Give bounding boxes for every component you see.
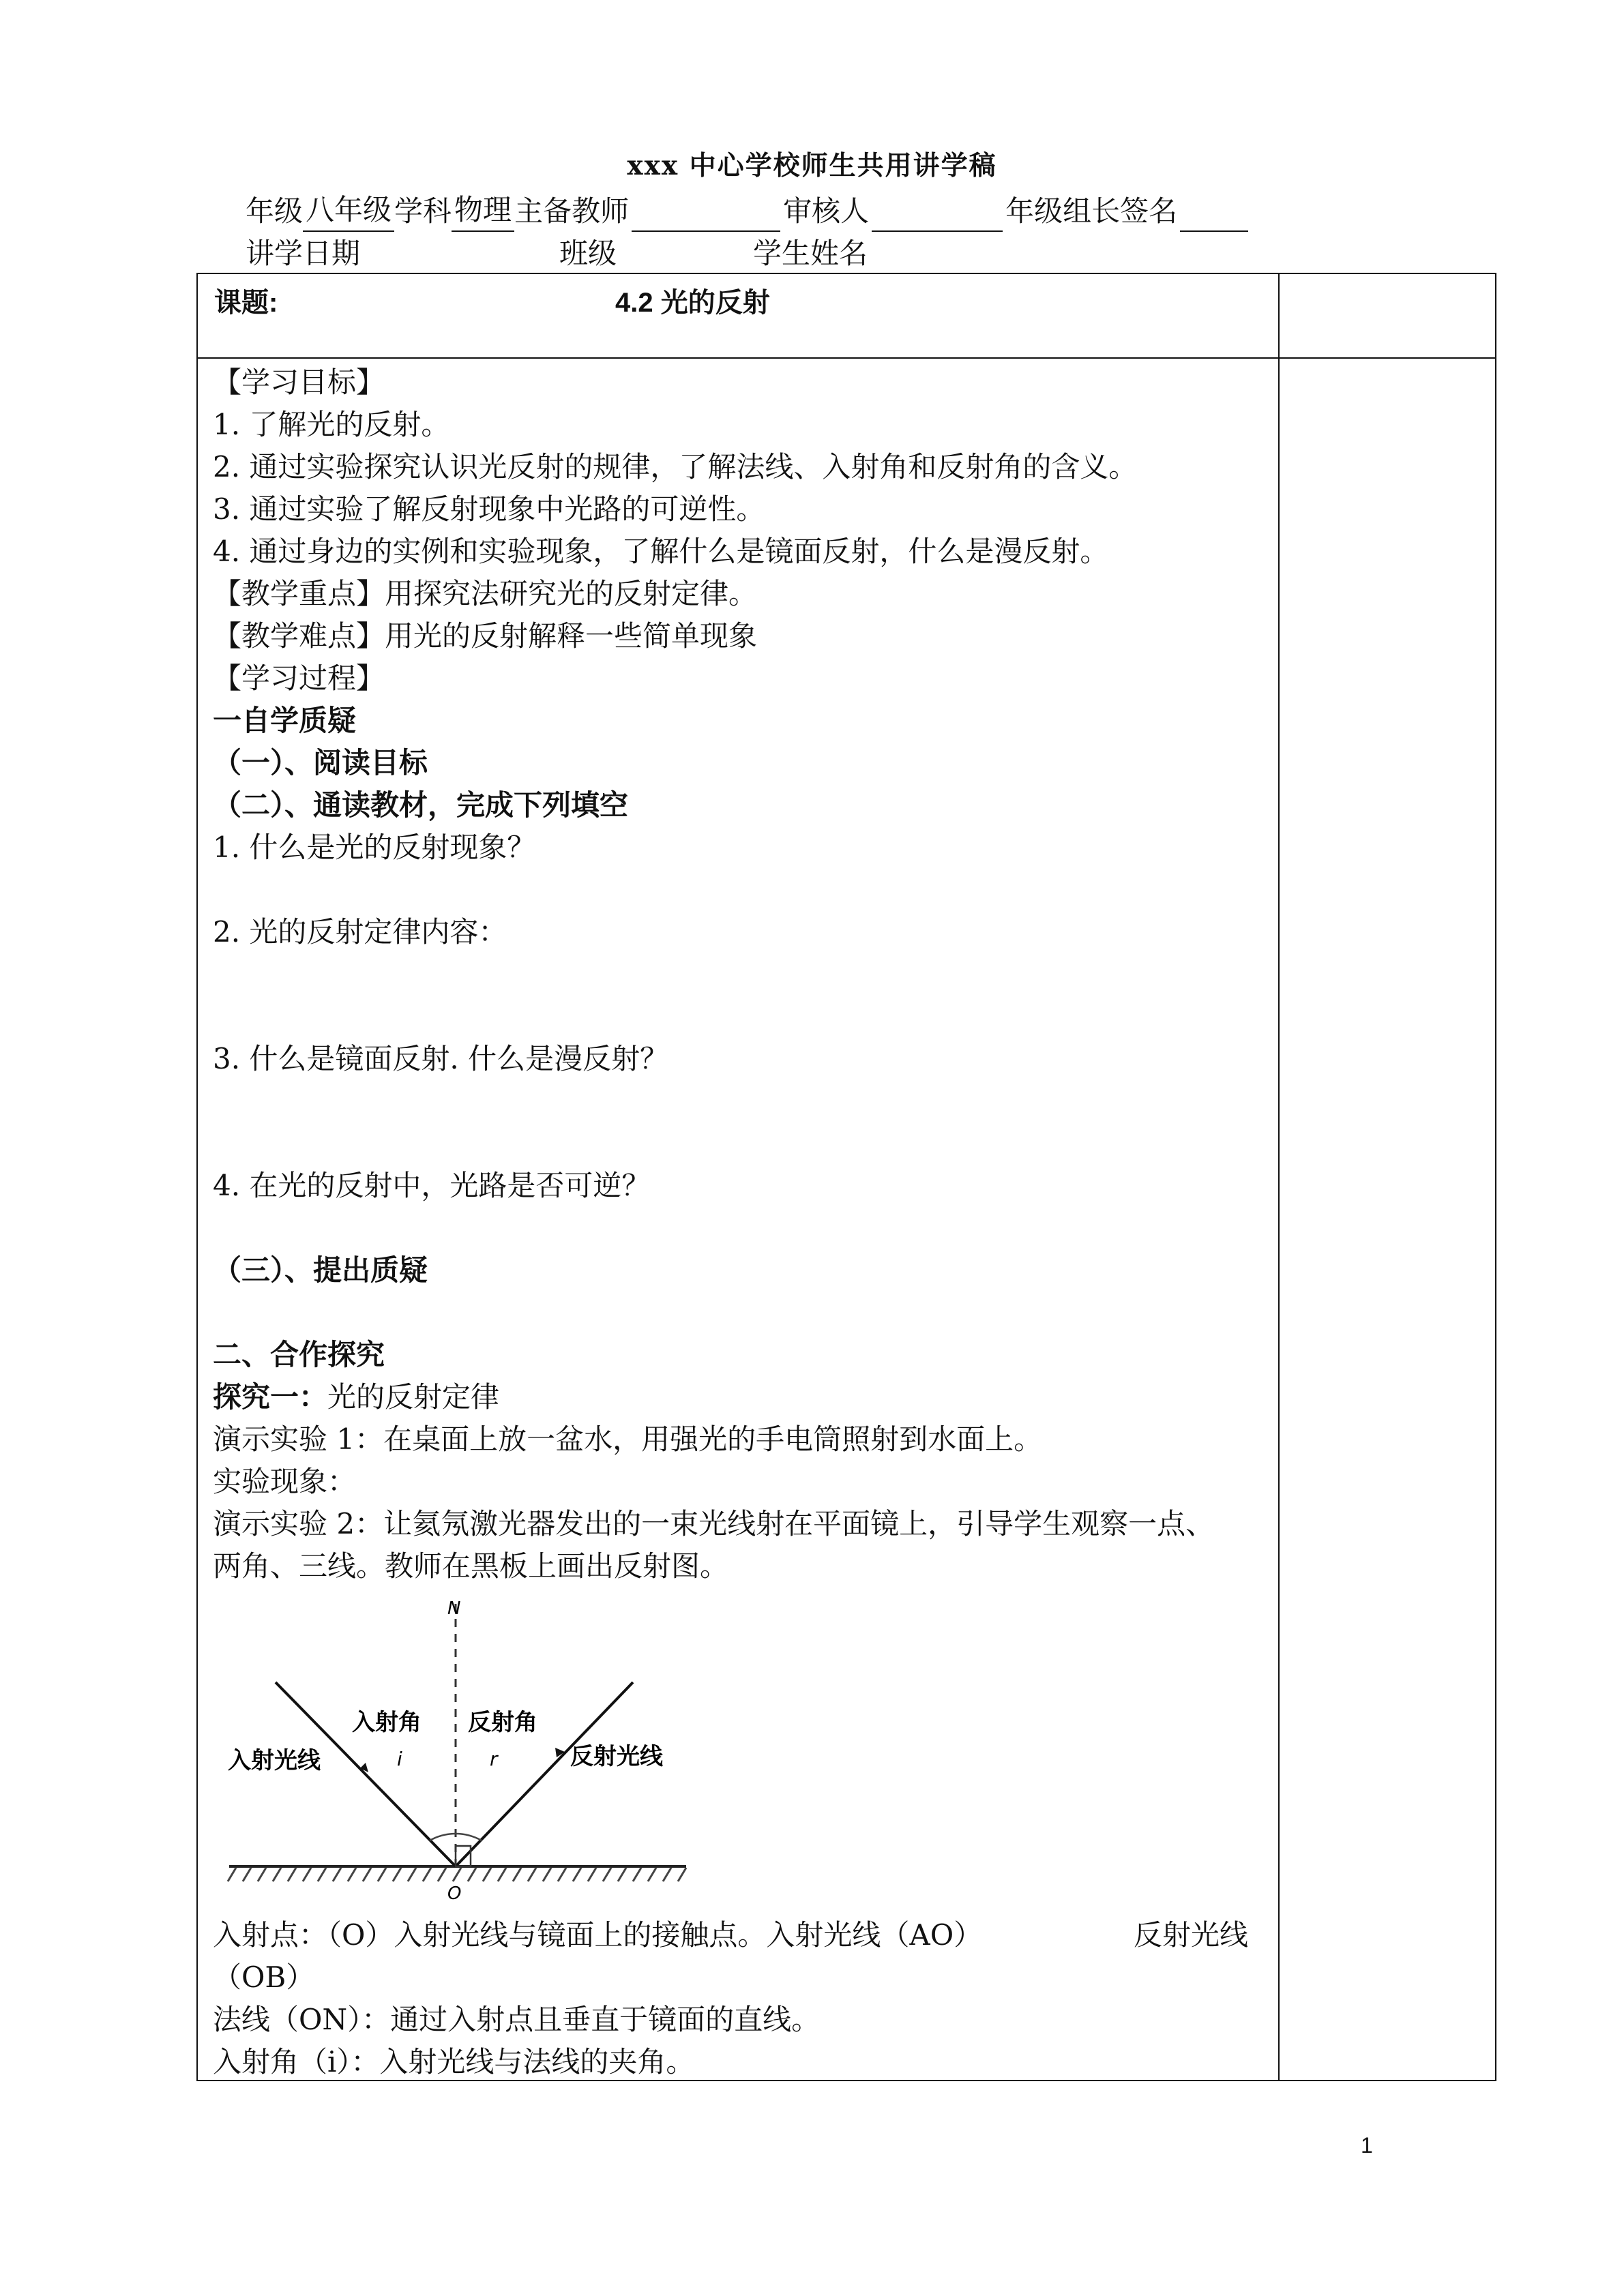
reviewer-label: 审核人 [783, 194, 870, 228]
explore-1-text: 光的反射定律 [327, 1380, 500, 1414]
class-label: 班级 [559, 237, 617, 270]
definitions [213, 1914, 1277, 2083]
leader-signature-label: 年级组长签名 [1005, 194, 1178, 228]
lesson-content [213, 361, 1263, 1587]
label-N: N [447, 1598, 461, 1619]
objective-item: 2. 通过实验探究认识光反射的规律，了解法线、入射角和反射角的含义。 [213, 450, 1138, 483]
incidence-point-line [213, 1914, 1277, 1956]
subsection-read-goals: （一）、阅读目标 [213, 747, 428, 779]
date-label: 讲学日期 [246, 237, 361, 270]
process-heading: 【学习过程】 [213, 661, 385, 695]
teacher-field[interactable] [632, 195, 780, 232]
explore-1-label: 探究一： [213, 1381, 328, 1413]
label-i: i [397, 1748, 402, 1770]
document-title: xxx 中心学校师生共用讲学稿 [627, 150, 997, 181]
leader-signature-field[interactable] [1180, 195, 1248, 232]
incidence-point-text: 入射点：（O）入射光线与镜面上的接触点。入射光线（AO） [213, 1918, 983, 1952]
question-3: 3. 什么是镜面反射. 什么是漫反射？ [213, 1042, 669, 1075]
objective-item: 4. 通过身边的实例和实验现象，了解什么是镜面反射，什么是漫反射。 [213, 535, 1109, 568]
reviewer-field[interactable] [872, 195, 1003, 232]
header-line-1 [246, 190, 1251, 232]
reflect-angle-arc [456, 1834, 482, 1840]
key-point: 【教学重点】用探究法研究光的反射定律。 [213, 577, 758, 610]
topic-label: 课题: [214, 288, 278, 318]
subsection-fill-blanks: （二）、通读教材，完成下列填空 [213, 789, 629, 821]
student-name-label: 学生姓名 [753, 237, 868, 270]
row-divider [198, 357, 1278, 359]
lesson-table [196, 273, 1496, 2081]
demo-1: 演示实验 1：在桌面上放一盆水，用强光的手电筒照射到水面上。 [213, 1422, 1043, 1456]
column-divider [1278, 274, 1280, 2080]
section-cooperative-inquiry: 二、合作探究 [213, 1339, 385, 1371]
mirror-hatching [228, 1868, 686, 1881]
incidence-point-continued: （OB） [213, 1960, 315, 1994]
reflected-ray-term: 反射光线 [1134, 1918, 1249, 1952]
date-field[interactable] [363, 237, 537, 274]
objectives-heading: 【学习目标】 [213, 366, 385, 399]
section-self-study: 一自学质疑 [213, 704, 357, 736]
demo-2-line-1: 演示实验 2：让氦氖激光器发出的一束光线射在平面镜上，引导学生观察一点、 [213, 1507, 1215, 1540]
normal-definition: 法线（ON）：通过入射点且垂直于镜面的直线。 [213, 2003, 821, 2036]
incident-ray-label: 入射光线 [228, 1747, 321, 1774]
teacher-label: 主备教师 [514, 194, 630, 228]
student-name-field[interactable] [870, 237, 1031, 274]
objective-item: 1. 了解光的反射。 [213, 408, 450, 441]
row-divider-right [1278, 357, 1495, 359]
reflected-ray-label: 反射光线 [570, 1743, 663, 1770]
label-O: O [447, 1883, 462, 1904]
reflect-angle-label: 反射角 [468, 1709, 537, 1736]
incident-angle-arc [430, 1834, 456, 1840]
reflection-diagram [216, 1594, 925, 1914]
subsection-raise-questions: （三）、提出质疑 [213, 1254, 428, 1286]
question-2: 2. 光的反射定律内容： [213, 915, 507, 949]
subject-label: 学科 [394, 194, 452, 228]
phenomenon: 实验现象： [213, 1465, 357, 1498]
page-number: 1 [1361, 2133, 1373, 2158]
objective-item: 3. 通过实验了解反射现象中光路的可逆性。 [213, 492, 765, 526]
question-1: 1. 什么是光的反射现象？ [213, 831, 536, 864]
grade-value[interactable]: 八年级 [303, 190, 394, 232]
subject-value[interactable]: 物理 [452, 190, 514, 232]
grade-label: 年级 [246, 194, 304, 228]
header-line-2 [246, 233, 1034, 274]
label-r: r [490, 1748, 498, 1770]
incident-angle-definition: 入射角（i）：入射光线与法线的夹角。 [213, 2045, 695, 2078]
class-field[interactable] [619, 237, 731, 274]
demo-2-line-2: 两角、三线。教师在黑板上画出反射图。 [213, 1549, 729, 1583]
question-4: 4. 在光的反射中，光路是否可逆？ [213, 1169, 651, 1202]
explore-1 [213, 1376, 1263, 1418]
incident-angle-label: 入射角 [352, 1709, 422, 1736]
topic-value: 4.2 光的反射 [615, 288, 770, 318]
difficulty: 【教学难点】用光的反射解释一些简单现象 [213, 619, 758, 653]
